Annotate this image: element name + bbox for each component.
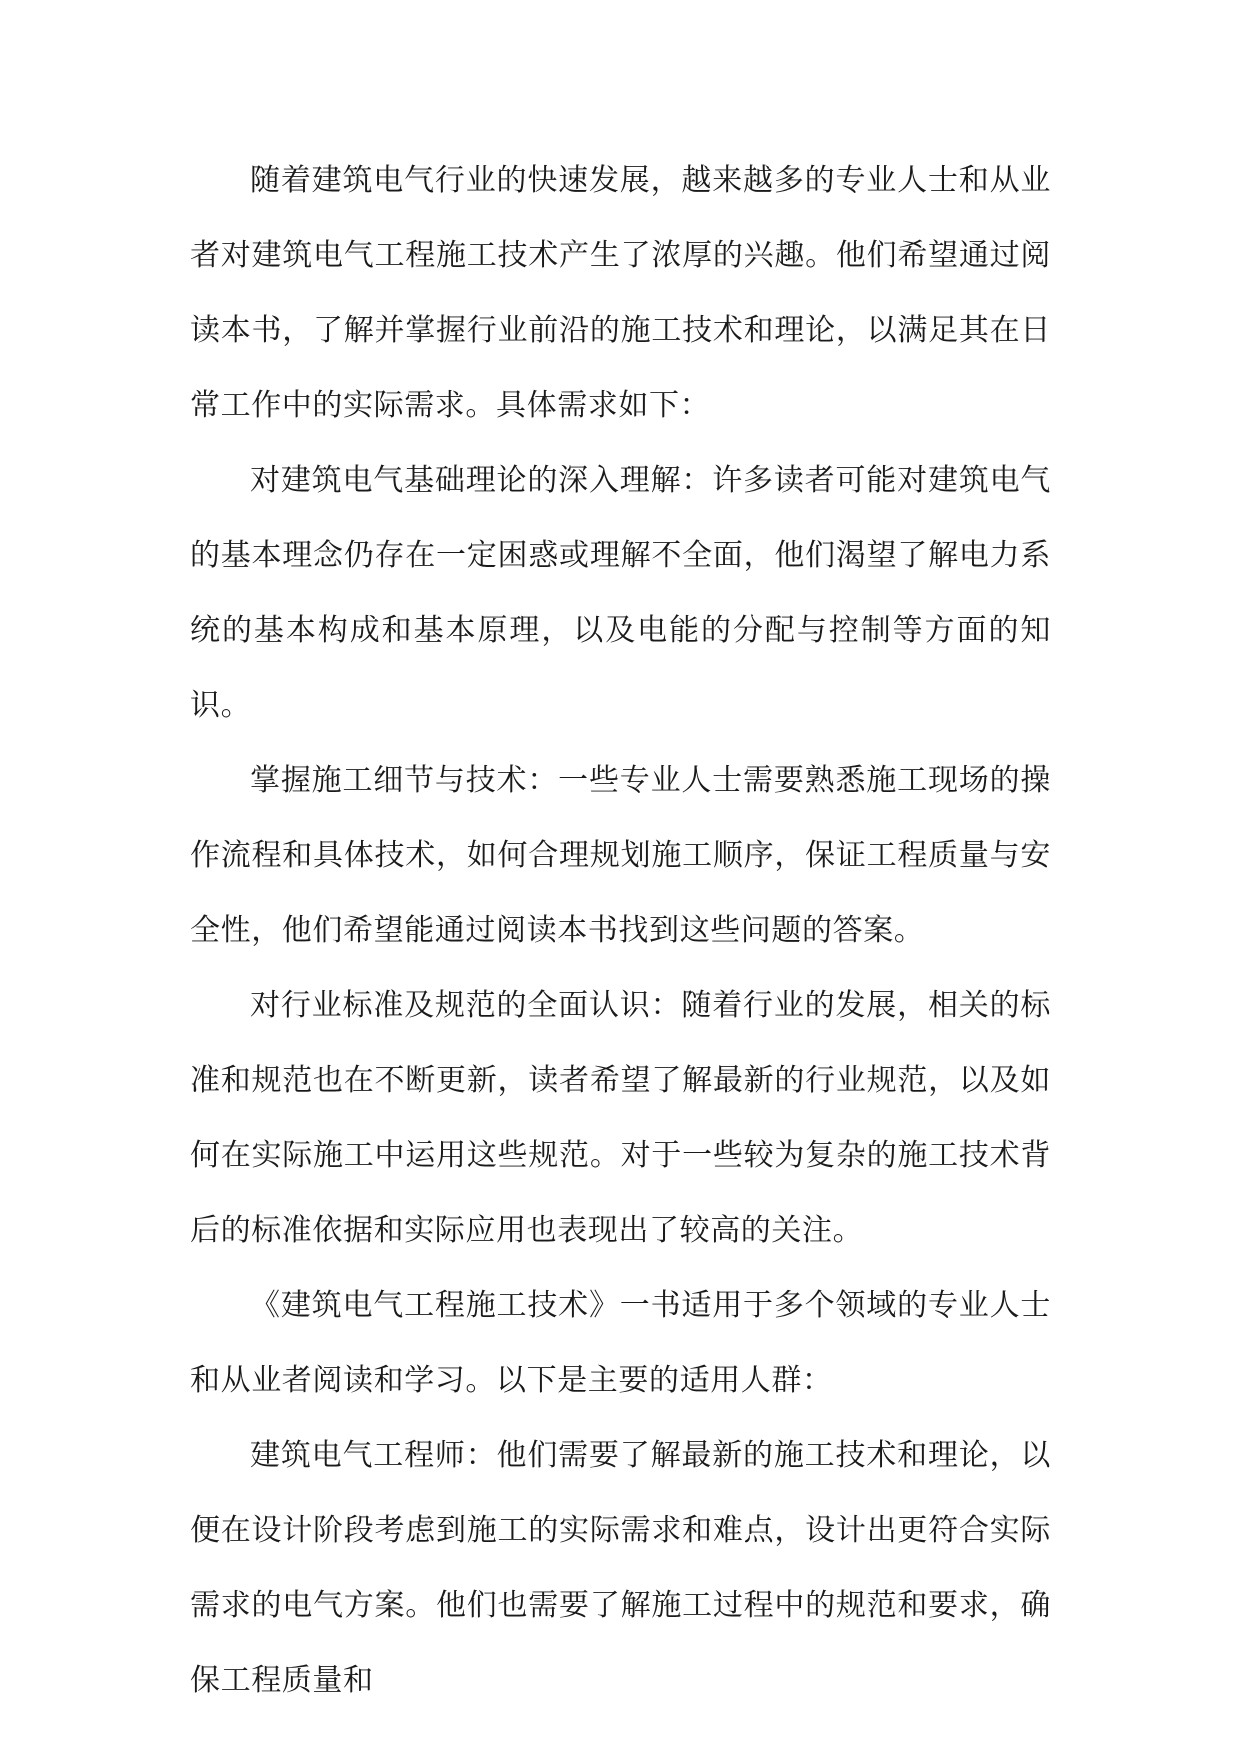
paragraph-audience-intro: 《建筑电气工程施工技术》一书适用于多个领域的专业人士和从业者阅读和学习。以下是主要的适用人群： <box>190 1288 1051 1398</box>
paragraph-basic-theory: 对建筑电气基础理论的深入理解：许多读者可能对建筑电气的基本理念仍存在一定困惑或理解不全面，他们渴望了解电力系统的基本构成和基本原理，以及电能的分配与控制等方面的知识。 <box>190 463 1051 723</box>
paragraph-electrical-engineers: 建筑电气工程师：他们需要了解最新的施工技术和理论，以便在设计阶段考虑到施工的实际需求和难点，设计出更符合实际需求的电气方案。他们也需要了解施工过程中的规范和要求，确保工程质量和 <box>190 1438 1051 1698</box>
paragraph-construction-details: 掌握施工细节与技术：一些专业人士需要熟悉施工现场的操作流程和具体技术，如何合理规划施工顺序，保证工程质量与安全性，他们希望能通过阅读本书找到这些问题的答案。 <box>190 763 1051 948</box>
paragraph-reader-needs-intro: 随着建筑电气行业的快速发展，越来越多的专业人士和从业者对建筑电气工程施工技术产生了浓厚的兴趣。他们希望通过阅读本书，了解并掌握行业前沿的施工技术和理论，以满足其在日常工作中的实际需求。具体需求如下： <box>190 163 1051 423</box>
paragraph-standards: 对行业标准及规范的全面认识：随着行业的发展，相关的标准和规范也在不断更新，读者希望了解最新的行业规范，以及如何在实际施工中运用这些规范。对于一些较为复杂的施工技术背后的标准依据和实际应用也表现出了较高的关注。 <box>190 988 1051 1248</box>
